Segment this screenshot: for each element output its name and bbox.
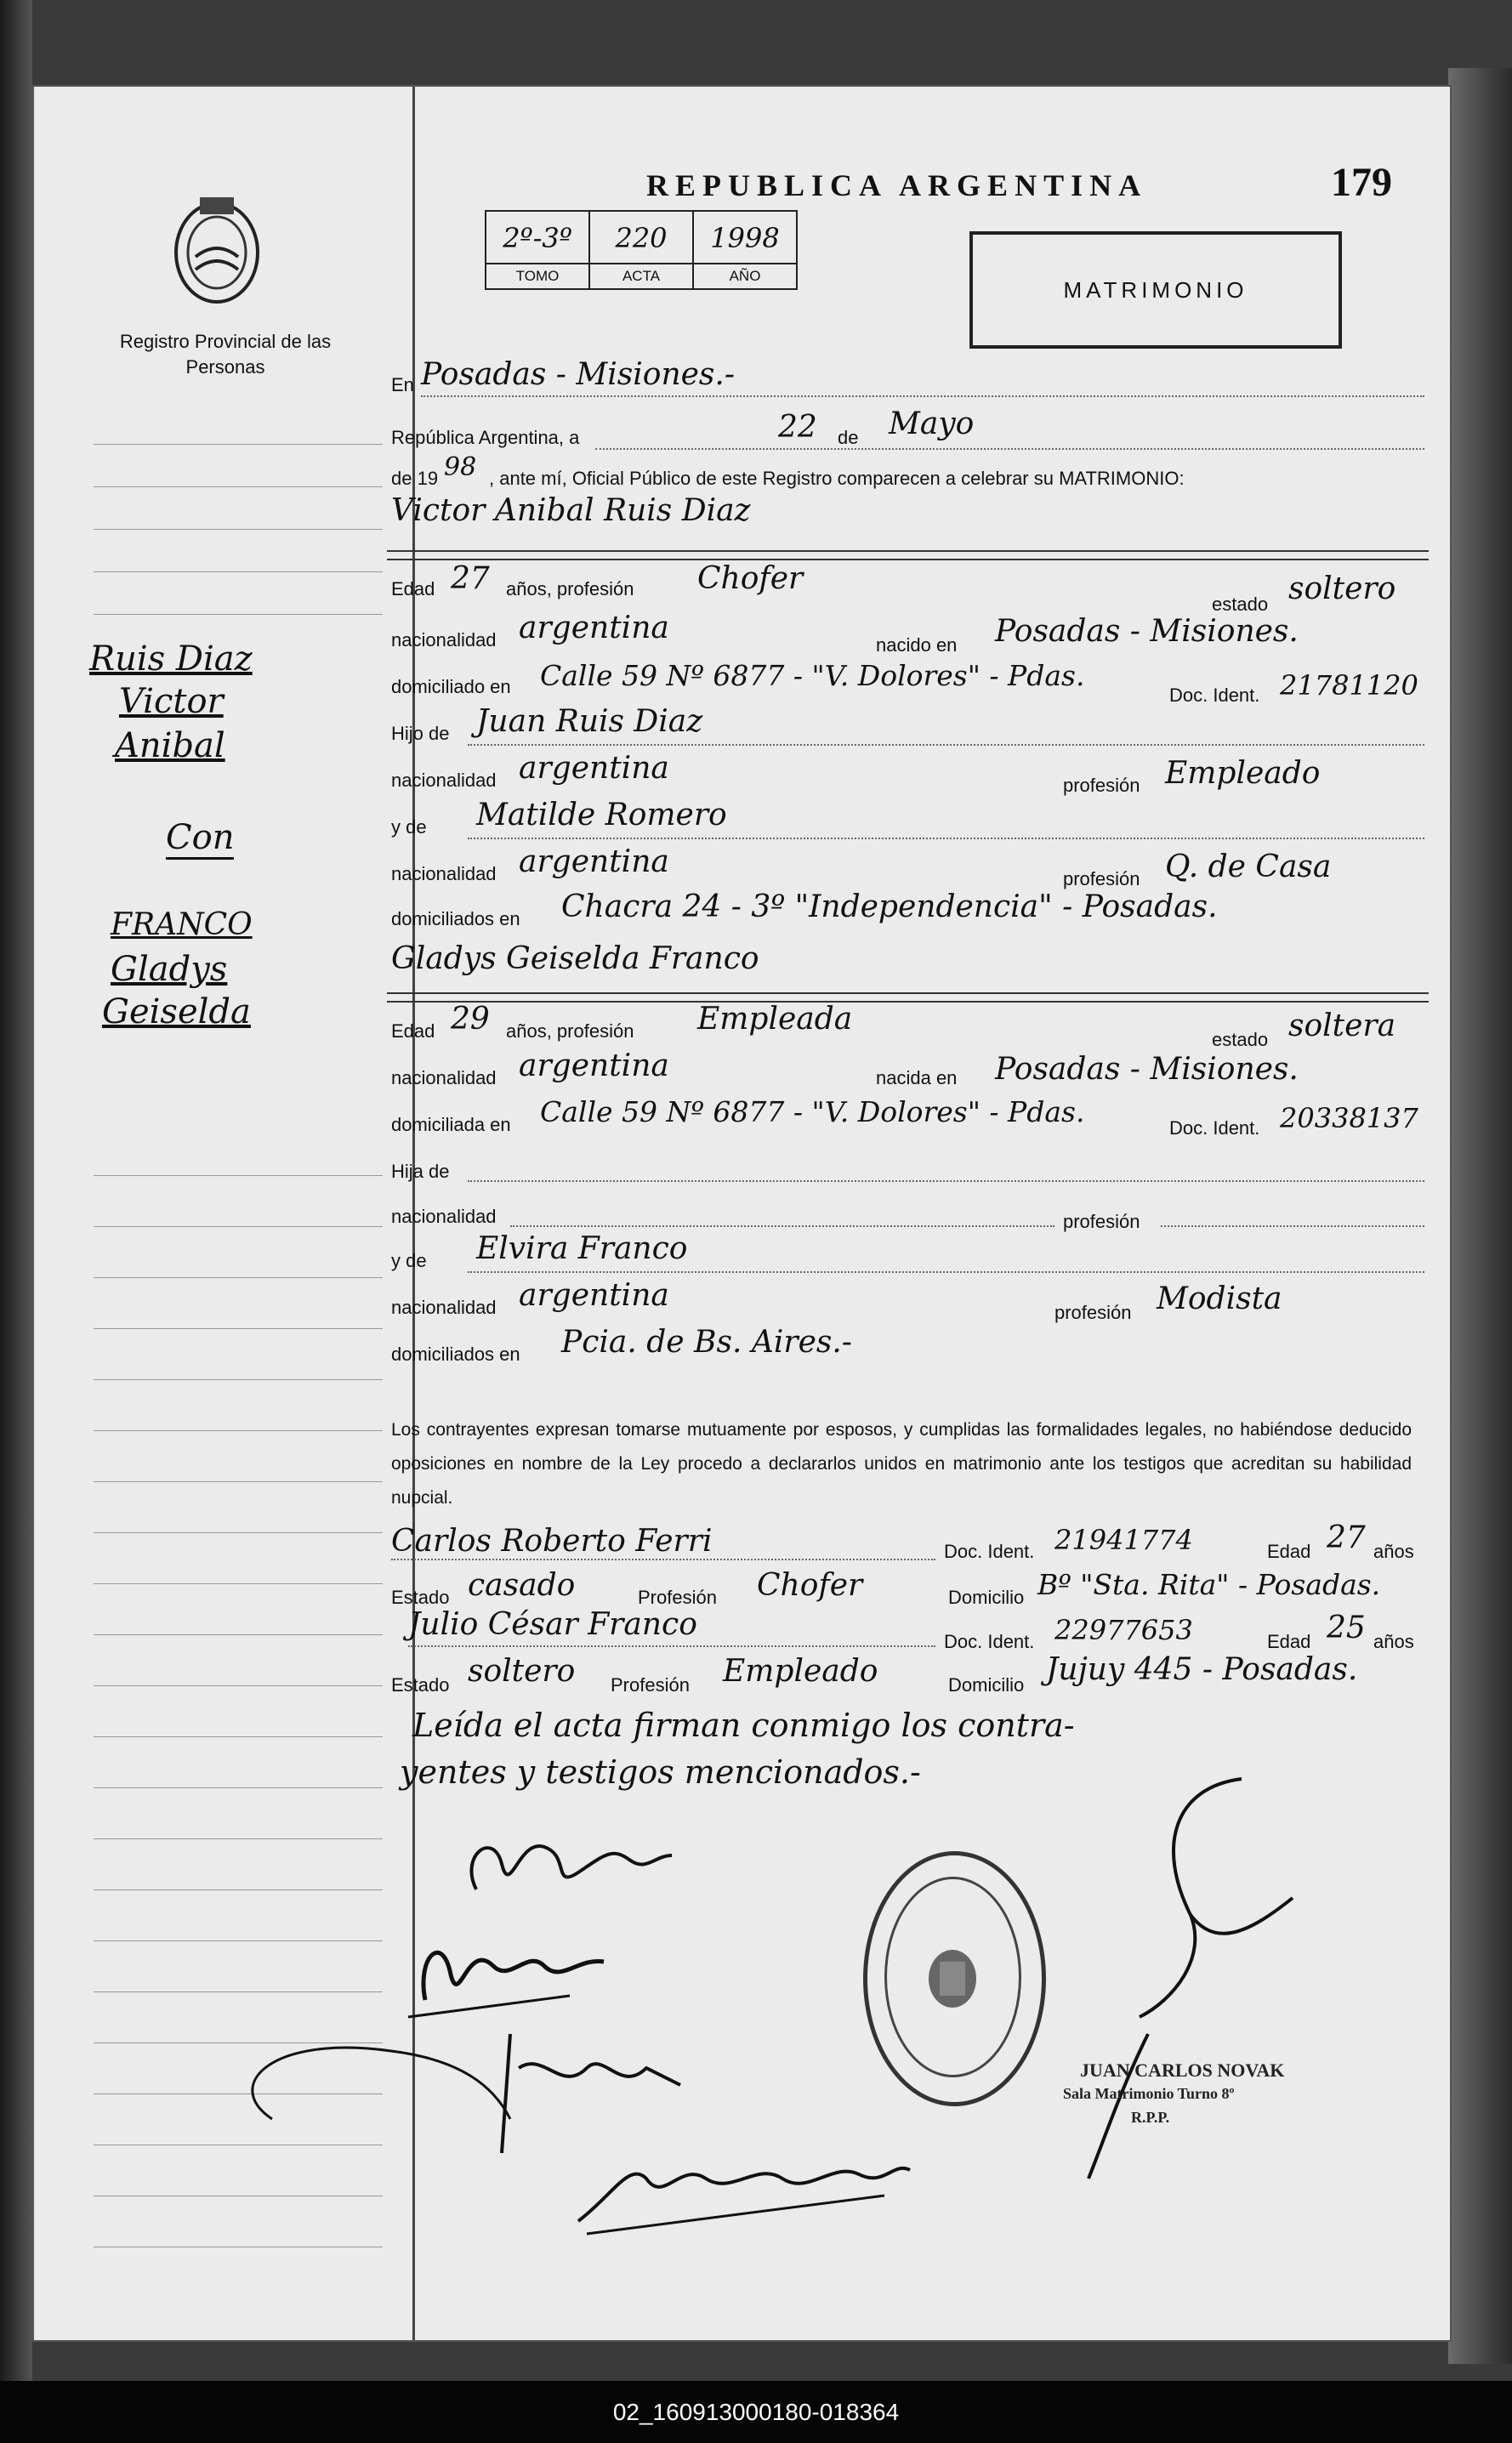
groom-full-name: Victor Anibal Ruis Diaz <box>391 493 751 528</box>
registry-title: Registro Provincial de las Personas <box>119 331 332 378</box>
official-initials: R.P.P. <box>1131 2109 1170 2126</box>
groom-address: Calle 59 Nº 6877 - "V. Dolores" - Pdas. <box>540 659 1085 692</box>
stamp-emblem-icon <box>923 1945 982 2013</box>
witness-2-address: Jujuy 445 - Posadas. <box>1046 1652 1358 1687</box>
bride-mother-nationality: argentina <box>519 1278 669 1313</box>
margin-bride-name-2: Geiselda <box>102 992 251 1031</box>
margin-rule <box>94 1583 383 1584</box>
page-number: 179 <box>1331 160 1392 205</box>
y-de-label: y de <box>391 816 427 838</box>
margin-rule <box>94 529 383 530</box>
margin-rule <box>94 1175 383 1176</box>
profesion-label: profesión <box>1054 1302 1132 1323</box>
domicilio-label: Domicilio <box>948 1587 1025 1608</box>
closing-line-2: yentes y testigos mencionados.- <box>400 1753 921 1791</box>
margin-groom-surname: Ruis Diaz <box>89 639 253 679</box>
groom-mother-nationality: argentina <box>519 844 669 879</box>
book-edge <box>1448 68 1512 2364</box>
document-type-box: MATRIMONIO <box>969 231 1342 349</box>
groom-estado: soltero <box>1288 571 1396 606</box>
margin-bride-name-1: Gladys <box>111 950 228 989</box>
groom-profession: Chofer <box>697 561 804 596</box>
domicilio-label: Domicilio <box>948 1674 1025 1696</box>
provincial-seal-icon <box>170 189 264 308</box>
witness-2-profession: Empleado <box>723 1654 878 1689</box>
groom-mother: Matilde Romero <box>476 798 727 832</box>
margin-bride-surname: FRANCO <box>111 907 253 942</box>
rule <box>387 1001 1429 1003</box>
witness-1-doc: 21941774 <box>1054 1524 1193 1556</box>
signature-4-icon <box>561 2128 918 2247</box>
profesion-label: Profesión <box>638 1587 717 1608</box>
margin-rule <box>94 1634 383 1635</box>
rule <box>387 550 1429 552</box>
margin-rule <box>94 444 383 445</box>
edad-label: Edad <box>1267 1631 1311 1652</box>
bride-doc: 20338137 <box>1280 1102 1418 1134</box>
profesion-label: profesión <box>1063 775 1140 796</box>
margin-groom-name-1: Victor <box>119 682 224 721</box>
bride-nationality: argentina <box>519 1048 669 1083</box>
anos-profesion-label: años, profesión <box>506 578 634 599</box>
year-prefix: de 19 <box>391 468 439 489</box>
bride-full-name: Gladys Geiselda Franco <box>391 941 759 976</box>
nacionalidad-label: nacionalidad <box>391 1067 497 1088</box>
nacionalidad-label: nacionalidad <box>391 863 497 884</box>
bride-mother-profession: Modista <box>1157 1281 1282 1316</box>
edad-label: Edad <box>391 1020 435 1042</box>
witness-2-age: 25 <box>1327 1611 1366 1645</box>
groom-father-profession: Empleado <box>1165 756 1321 791</box>
acta-label: ACTA <box>590 263 692 288</box>
domiciliados-label: domiciliados en <box>391 908 520 929</box>
edad-label: Edad <box>1267 1541 1311 1562</box>
witness-1-estado: casado <box>468 1568 576 1603</box>
bride-birthplace: Posadas - Misiones. <box>995 1052 1299 1087</box>
margin-rule <box>94 1991 383 1992</box>
place-value: Posadas - Misiones.- <box>421 357 736 392</box>
day-value: 22 <box>778 410 817 445</box>
anos-label: años <box>1373 1541 1414 1562</box>
groom-age: 27 <box>451 561 490 596</box>
closing-line-1: Leída el acta firman conmigo los contra- <box>412 1707 1075 1744</box>
signature-1-icon <box>442 1821 680 1915</box>
rule <box>387 559 1429 560</box>
witness-2-name: Julio César Franco <box>408 1607 697 1642</box>
groom-father: Juan Ruis Diaz <box>476 704 703 739</box>
groom-nationality: argentina <box>519 611 669 645</box>
margin-rule <box>94 1787 383 1788</box>
domiciliada-label: domiciliada en <box>391 1114 511 1135</box>
margin-rule <box>94 614 383 615</box>
margin-groom-name-2: Anibal <box>115 726 225 765</box>
margin-rule <box>94 1328 383 1329</box>
nacionalidad-label: nacionalidad <box>391 1206 497 1227</box>
country-heading: REPUBLICA ARGENTINA <box>646 168 1148 202</box>
margin-rule <box>94 1736 383 1737</box>
signature-2-icon <box>400 1915 621 2025</box>
ano-label: AÑO <box>694 263 796 288</box>
intro-statement: , ante mí, Oficial Público de este Registro comparecen a celebrar su MATRIMONIO: <box>489 468 1185 489</box>
doc-label: Doc. Ident. <box>944 1541 1035 1562</box>
de-label: de <box>838 427 859 448</box>
margin-rule <box>94 1226 383 1227</box>
margin-rule <box>94 1379 383 1380</box>
margin-connector: Con <box>166 818 234 860</box>
doc-label: Doc. Ident. <box>1169 685 1260 706</box>
tomo-label: TOMO <box>486 263 588 288</box>
official-signature-icon <box>1071 1762 1327 2187</box>
book-spine <box>0 0 32 2443</box>
estado-label: Estado <box>391 1674 450 1696</box>
official-name: JUAN CARLOS NOVAK <box>1080 2060 1285 2081</box>
margin-rule <box>94 1277 383 1278</box>
y-de-label: y de <box>391 1250 427 1271</box>
groom-doc: 21781120 <box>1280 669 1418 702</box>
groom-birthplace: Posadas - Misiones. <box>995 614 1299 649</box>
estado-label: estado <box>1212 1029 1269 1050</box>
ano-value: 1998 <box>710 222 780 254</box>
groom-father-nationality: argentina <box>519 751 669 786</box>
acta-value: 220 <box>615 222 668 254</box>
file-caption: 02_160913000180-018364 <box>612 2399 900 2425</box>
margin-rule <box>94 1430 383 1431</box>
bride-mother: Elvira Franco <box>476 1231 688 1266</box>
margin-rule <box>94 1838 383 1839</box>
nacionalidad-label: nacionalidad <box>391 1297 497 1318</box>
domiciliados-label: domiciliados en <box>391 1344 520 1365</box>
registry-stamp-icon <box>863 1851 1046 2106</box>
nacionalidad-label: nacionalidad <box>391 629 497 651</box>
witness-1-name: Carlos Roberto Ferri <box>391 1524 713 1559</box>
witness-1-profession: Chofer <box>757 1568 863 1603</box>
anos-profesion-label: años, profesión <box>506 1020 634 1042</box>
tomo-acta-ano-box <box>485 210 798 290</box>
bride-parents-address: Pcia. de Bs. Aires.- <box>561 1325 852 1360</box>
edad-label: Edad <box>391 578 435 599</box>
nacida-label: nacida en <box>876 1067 958 1088</box>
margin-rule <box>94 1889 383 1890</box>
margin-rule <box>94 486 383 487</box>
tomo-value: 2º-3º <box>503 222 572 254</box>
margin-rule <box>94 1532 383 1533</box>
nacido-label: nacido en <box>876 634 958 656</box>
profesion-label: Profesión <box>611 1674 690 1696</box>
margin-rule <box>94 1940 383 1941</box>
register-page <box>32 85 1452 2342</box>
estado-label: estado <box>1212 594 1269 615</box>
margin-rule <box>94 1481 383 1482</box>
year-value: 98 <box>444 452 477 482</box>
bride-age: 29 <box>451 1002 490 1037</box>
month-value: Mayo <box>889 406 975 441</box>
witness-2-estado: soltero <box>468 1654 576 1689</box>
anos-label: años <box>1373 1631 1414 1652</box>
hijo-label: Hijo de <box>391 723 450 744</box>
bride-address: Calle 59 Nº 6877 - "V. Dolores" - Pdas. <box>540 1095 1085 1128</box>
groom-parents-address: Chacra 24 - 3º "Independencia" - Posadas. <box>561 889 1218 924</box>
republica-label: República Argentina, a <box>391 427 580 448</box>
nacionalidad-label: nacionalidad <box>391 770 497 791</box>
hija-label: Hija de <box>391 1161 450 1182</box>
margin-rule <box>94 571 383 572</box>
witness-2-doc: 22977653 <box>1054 1614 1193 1646</box>
profesion-label: profesión <box>1063 1211 1140 1232</box>
doc-label: Doc. Ident. <box>944 1631 1035 1652</box>
declaration-paragraph: Los contrayentes expresan tomarse mutuamente por esposos, y cumplidas las formalidades legales, no habiéndose deducido oposiciones en nombre de la Ley procedo a declararlos unidos en matrimonio ante los testigos que acreditan su habilidad nupcial. <box>391 1420 1412 1508</box>
witness-1-age: 27 <box>1327 1520 1366 1555</box>
rule <box>387 992 1429 994</box>
margin-rule <box>94 1685 383 1686</box>
groom-mother-profession: Q. de Casa <box>1165 849 1332 884</box>
en-label: En <box>391 374 414 395</box>
bride-estado: soltera <box>1288 1008 1396 1043</box>
estado-label: Estado <box>391 1587 450 1608</box>
domiciliado-label: domiciliado en <box>391 676 511 697</box>
official-office: Sala Matrimonio Turno 8º <box>1063 2085 1235 2102</box>
bride-profession: Empleada <box>697 1002 853 1037</box>
witness-1-address: Bº "Sta. Rita" - Posadas. <box>1037 1568 1381 1601</box>
profesion-label: profesión <box>1063 868 1140 889</box>
doc-label: Doc. Ident. <box>1169 1117 1260 1139</box>
